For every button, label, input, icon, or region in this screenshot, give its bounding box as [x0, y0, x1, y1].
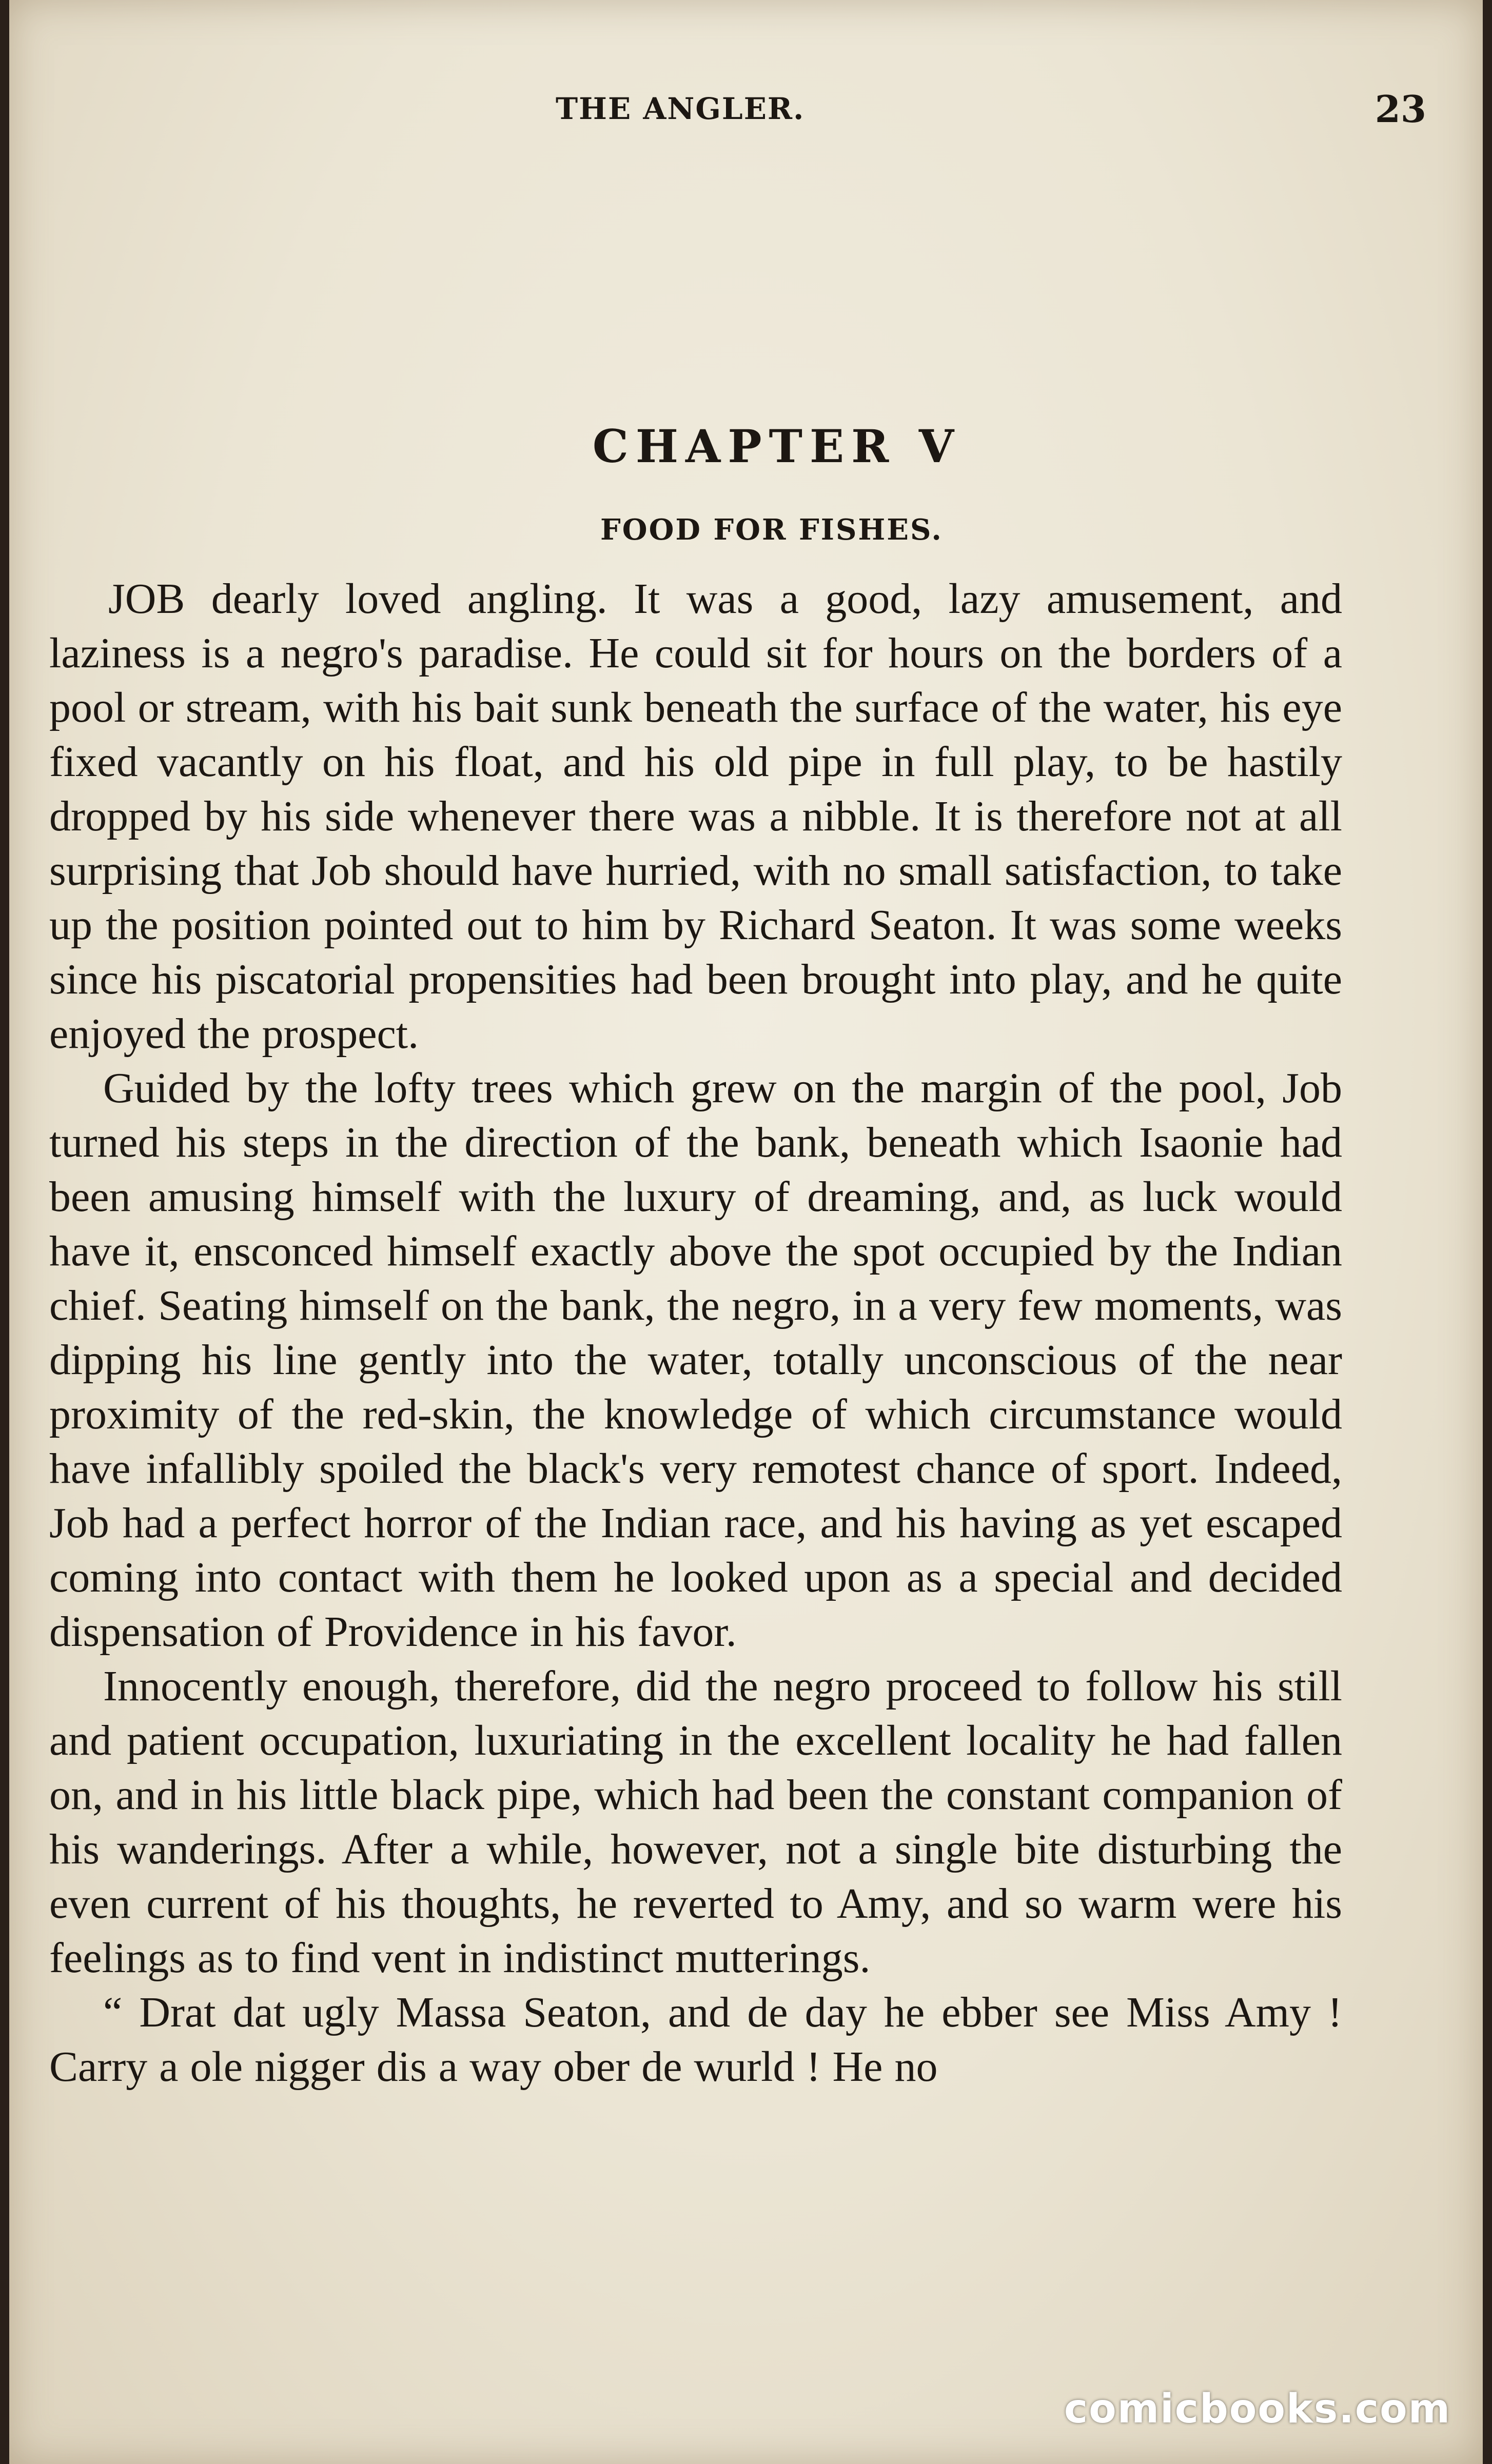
- paragraph-2: Guided by the lofty trees which grew on the margin of the pool, Job turned his steps in the direction of the bank, beneath which Isaonie had been amusing himself with the luxury of dreaming, and, as luck would have it, ensconced himself exactly above the spot occupied by the Indian chief. Seating himself on the bank, the negro, in a very few moments, was dipping his line gently into the water, totally unconscious of the near proximity of the red-skin, the knowledge of which circumstance would have infallibly spoiled the black's very remotest chance of sport. Indeed, Job had a perfect horror of the Indian race, and his having as yet escaped coming into contact with them he looked upon as a special and decided dispensation of Providence in his favor.: [49, 1064, 1342, 1656]
- book-page: [9, 0, 1483, 2464]
- chapter-subtitle: FOOD FOR FISHES.: [600, 513, 943, 547]
- page-number: 23: [1375, 87, 1426, 131]
- body-text: [49, 572, 1342, 2094]
- paragraph-1: JOB dearly loved angling. It was a good, lazy amusement, and laziness is a negro's paradise. He could sit for hours on the borders of a pool or stream, with his bait sunk beneath the surface of the water, his eye fixed vacantly on his float, and his old pipe in full play, to be hastily dropped by his side whenever there was a nibble. It is therefore not at all surprising that Job should have hurried, with no small satisfaction, to take up the position pointed out to him by Richard Seaton. It was some weeks since his piscatorial propensities had been brought into play, and he quite enjoyed the prospect.: [49, 575, 1342, 1058]
- running-title: THE ANGLER.: [556, 91, 805, 126]
- paragraph-3: Innocently enough, therefore, did the negro proceed to follow his still and patient occupation, luxuriating in the excellent locality he had fallen on, and in his little black pipe, which had been the constant companion of his wanderings. After a while, however, not a single bite disturbing the even current of his thoughts, he reverted to Amy, and so warm were his feelings as to find vent in indistinct mutterings.: [49, 1662, 1342, 1982]
- chapter-title: CHAPTER V: [592, 420, 961, 473]
- running-head: [9, 87, 1483, 132]
- paragraph-4: “ Drat dat ugly Massa Seaton, and de day he ebber see Miss Amy ! Carry a ole nigger dis a way ober de wurld ! He no: [49, 1989, 1342, 2091]
- watermark: comicbooks.com: [1064, 2386, 1451, 2432]
